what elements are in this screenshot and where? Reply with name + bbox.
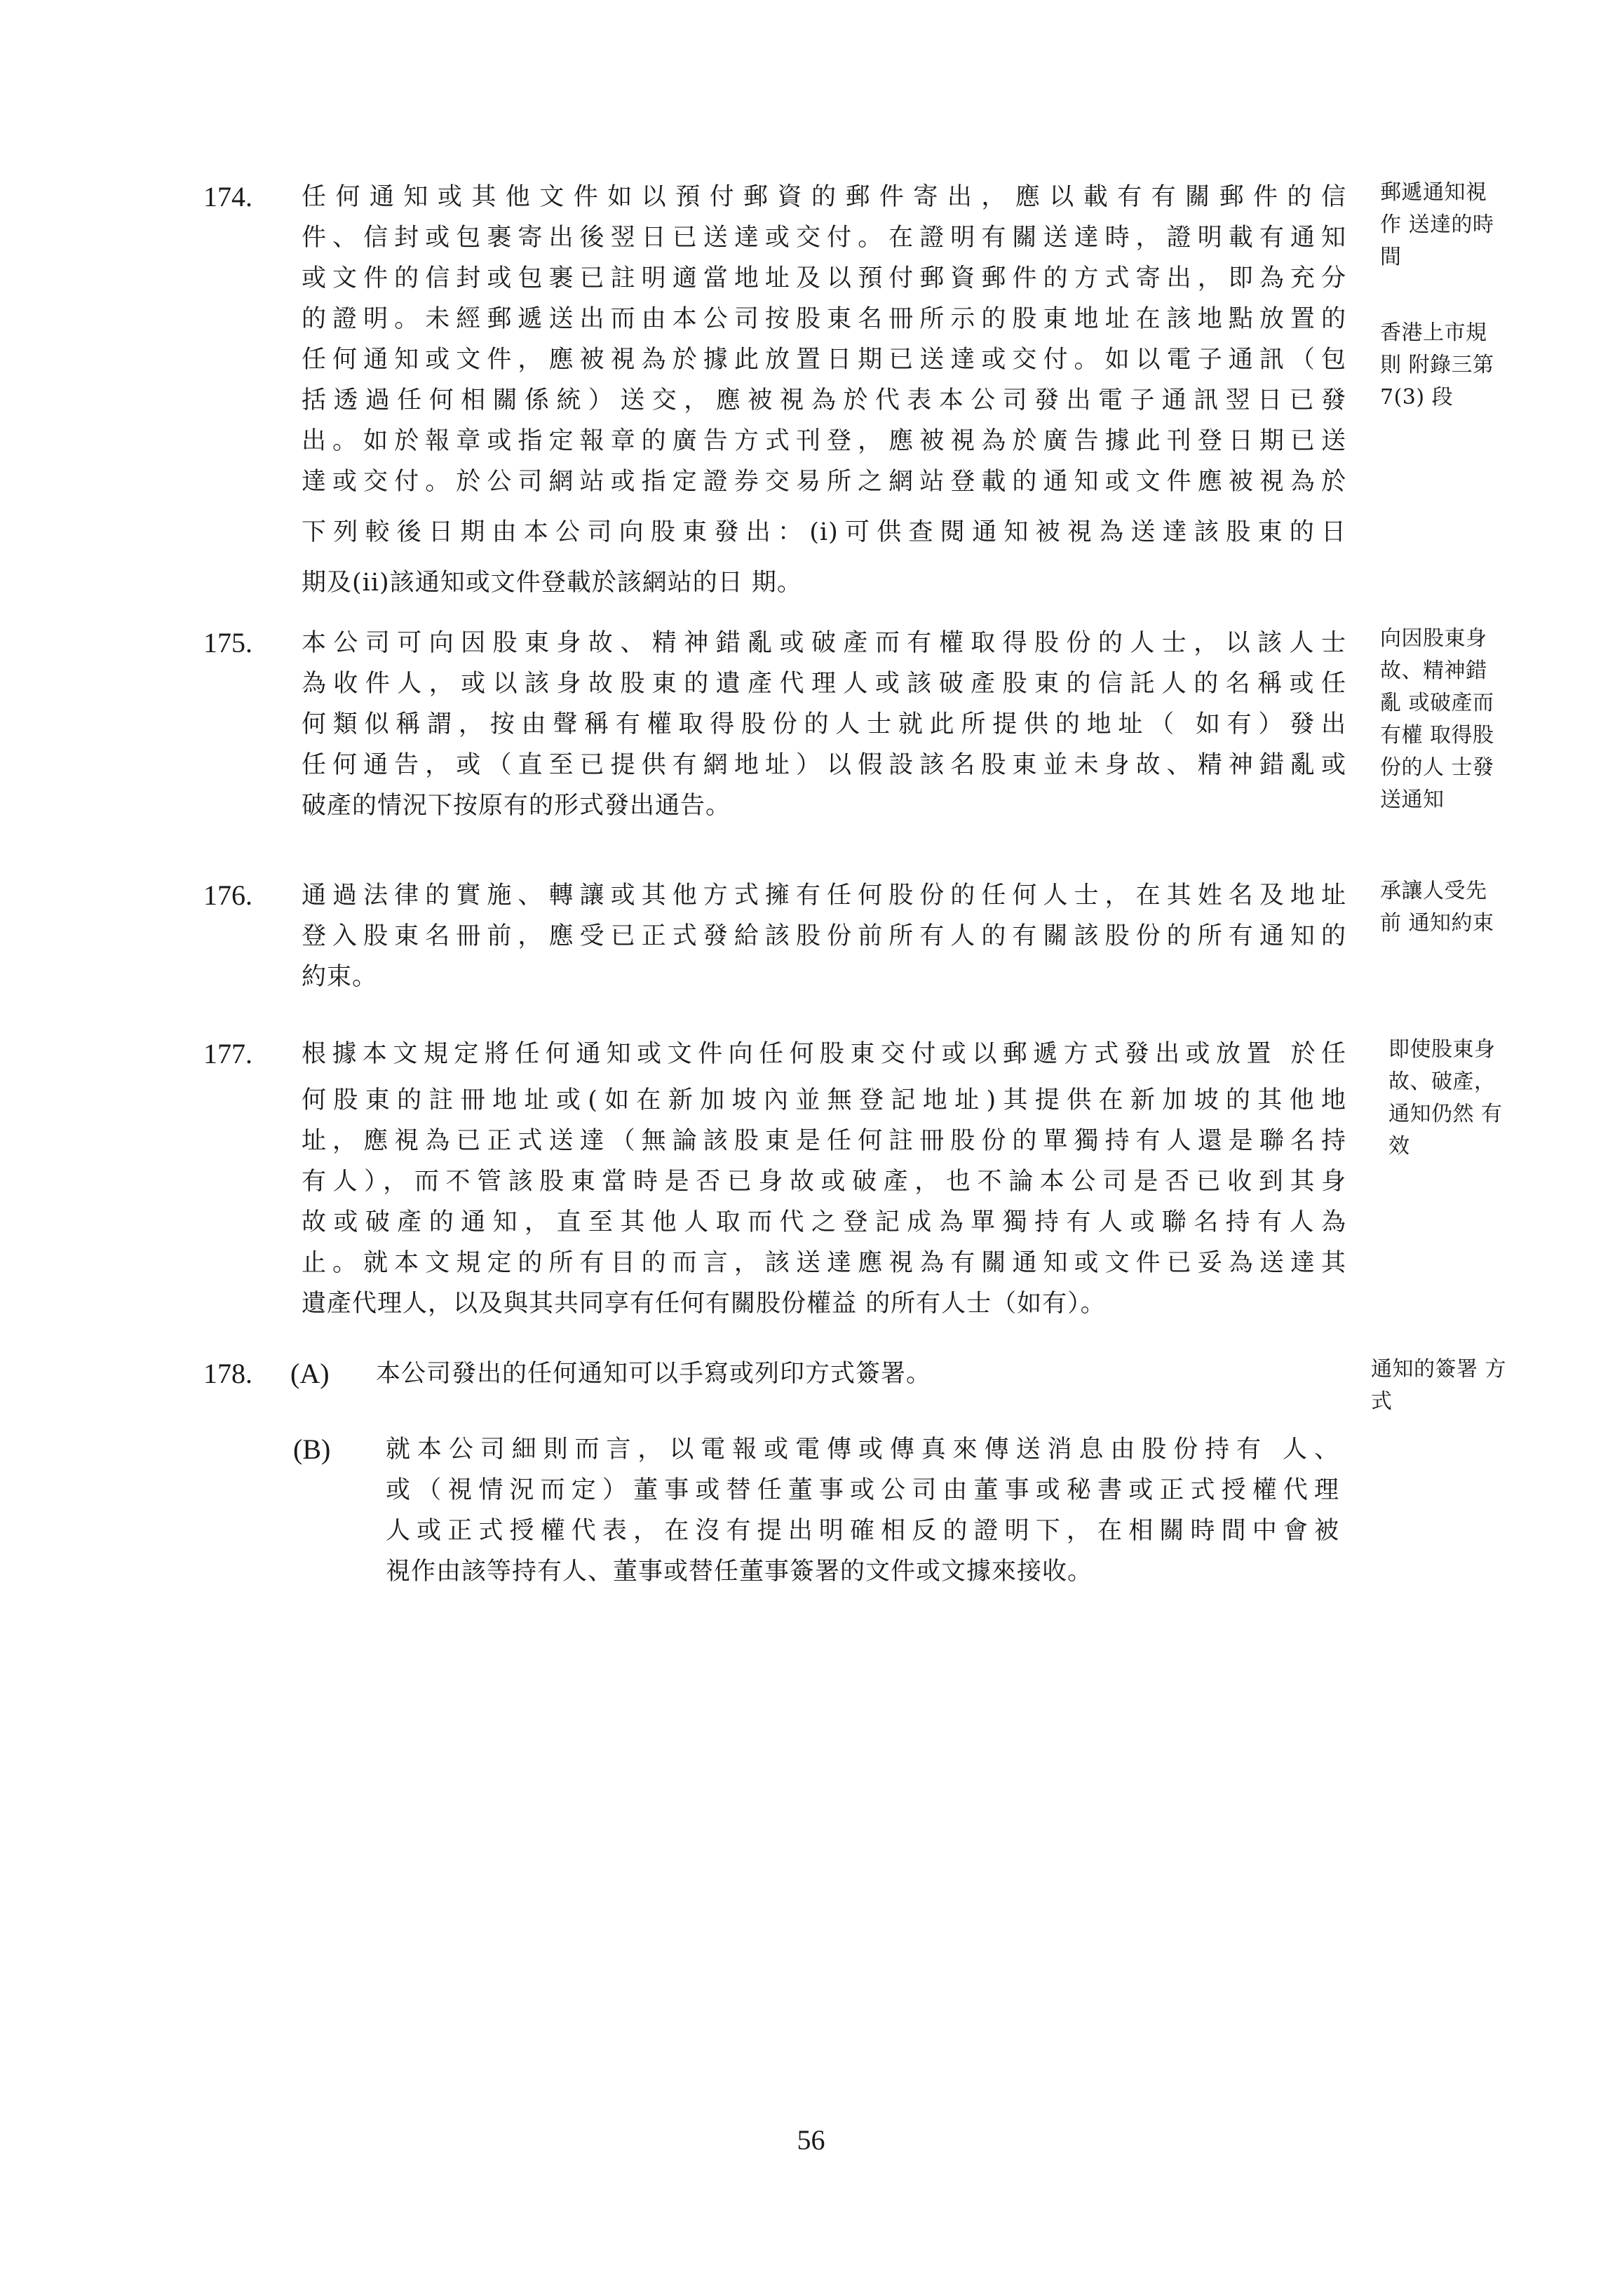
clause-line: 或（視情況而定）董事或替任董事或公司由董事或秘書或正式授權代理 bbox=[386, 1476, 1339, 1504]
clause-line: 的證明。未經郵遞送出而由本公司按股東名冊所示的股東地址在該地點放置的 bbox=[302, 305, 1346, 333]
clause-number: 174. bbox=[203, 181, 252, 212]
subclause-b-body bbox=[386, 1429, 1339, 1592]
margin-note-line: 郵遞通知視 bbox=[1380, 180, 1487, 205]
margin-note-line: 向因股東身 bbox=[1380, 626, 1487, 651]
clause-line: 根據本文規定將任何通知或文件向任何股東交付或以郵遞方式發出或放置 於任 bbox=[302, 1040, 1346, 1068]
clause-line: 止。就本文規定的所有目的而言，該送達應視為有關通知或文件已妥為送達其 bbox=[302, 1249, 1346, 1277]
margin-note-line: 有權 取得股 bbox=[1380, 723, 1494, 748]
clause-line: 達或交付。於公司網站或指定證券交易所之網站登載的通知或文件應被視為於 bbox=[302, 468, 1346, 496]
margin-note-line: 亂 或破產而 bbox=[1380, 691, 1494, 715]
clause-line: 任何通知或其他文件如以預付郵資的郵件寄出，應以載有有關郵件的信 bbox=[302, 183, 1346, 211]
margin-note-line: 故、精神錯 bbox=[1380, 659, 1487, 683]
margin-note-line: 送通知 bbox=[1380, 788, 1445, 812]
clause-line: 期及(ii)該通知或文件登載於該網站的日 期。 bbox=[302, 569, 802, 597]
margin-note bbox=[1388, 1034, 1550, 1163]
clause-body bbox=[302, 623, 1346, 826]
clause-line: 件、信封或包裹寄出後翌日已送達或交付。在證明有關送達時，證明載有通知 bbox=[302, 224, 1346, 252]
clause-line: 就本公司細則而言，以電報或電傳或傳真來傳送消息由股份持有 人、 bbox=[386, 1436, 1339, 1464]
page-number: 56 bbox=[797, 2124, 825, 2156]
subclause-a-body bbox=[376, 1353, 1330, 1394]
clause-line: 本公司發出的任何通知可以手寫或列印方式簽署。 bbox=[376, 1360, 932, 1388]
clause-body bbox=[302, 1034, 1346, 1324]
clause-line: 何類似稱謂，按由聲稱有權取得股份的人士就此所提供的地址（ 如有）發出 bbox=[302, 710, 1346, 738]
clause-line: 故或破產的通知，直至其他人取而代之登記成為單獨持有人或聯名持有人為 bbox=[302, 1208, 1346, 1236]
margin-note-line: 通知仍然 有 bbox=[1388, 1102, 1503, 1126]
margin-note-line: 作 送達的時 bbox=[1380, 212, 1494, 237]
clause-line: 視作由該等持有人、董事或替任董事簽署的文件或文據來接收。 bbox=[386, 1558, 1093, 1586]
clause-number: 178. bbox=[203, 1358, 252, 1389]
margin-note bbox=[1371, 1353, 1539, 1418]
margin-note-line: 前 通知約束 bbox=[1380, 911, 1494, 936]
clause-line: 通過法律的實施、轉讓或其他方式擁有任何股份的任何人士，在其姓名及地址 bbox=[302, 882, 1346, 910]
clause-number: 175. bbox=[203, 627, 252, 659]
clause-line: 有人），而不管該股東當時是否已身故或破產，也不論本公司是否已收到其身 bbox=[302, 1168, 1346, 1196]
clause-line: 破產的情況下按原有的形式發出通告。 bbox=[302, 792, 731, 820]
margin-note-line: 承讓人受先 bbox=[1380, 879, 1487, 903]
clause-line: 任何通知或文件，應被視為於據此放置日期已送達或交付。如以電子通訊（包 bbox=[302, 346, 1346, 374]
clause-body bbox=[302, 177, 1346, 603]
clause-line: 任何通告，或（直至已提供有網地址）以假設該名股東並未身故、精神錯亂或 bbox=[302, 751, 1346, 779]
clause-line: 本公司可向因股東身故、精神錯亂或破產而有權取得股份的人士，以該人士 bbox=[302, 629, 1346, 657]
clause-line: 遺產代理人，以及與其共同享有任何有關股份權益 的所有人士（如有）。 bbox=[302, 1290, 1106, 1318]
clause-line: 出。如於報章或指定報章的廣告方式刊登，應被視為於廣告據此刊登日期已送 bbox=[302, 427, 1346, 455]
margin-note-line: 間 bbox=[1380, 245, 1402, 269]
margin-note-line: 通知的簽署 方 bbox=[1371, 1357, 1507, 1382]
margin-note bbox=[1380, 623, 1541, 816]
clause-line: 為收件人，或以該身故股東的遺產代理人或該破產股東的信託人的名稱或任 bbox=[302, 670, 1346, 698]
clause-number: 176. bbox=[203, 879, 252, 911]
margin-note-line: 份的人 士發 bbox=[1380, 755, 1494, 780]
clause-line: 人或正式授權代表，在沒有提出明確相反的證明下，在相關時間中會被 bbox=[386, 1517, 1339, 1545]
margin-note-line: 7(3) 段 bbox=[1380, 385, 1454, 410]
clause-line: 址，應視為已正式送達（無論該股東是任何註冊股份的單獨持有人還是聯名持 bbox=[302, 1127, 1346, 1155]
clause-line: 登入股東名冊前，應受已正式發給該股份前所有人的有關該股份的所有通知的 bbox=[302, 922, 1346, 950]
clause-line: 括透過任何相關係統）送交，應被視為於代表本公司發出電子通訊翌日已發 bbox=[302, 386, 1346, 414]
margin-note bbox=[1380, 177, 1541, 414]
margin-note-line: 香港上市規 bbox=[1380, 320, 1487, 345]
clause-line: 約束。 bbox=[302, 963, 378, 991]
margin-note bbox=[1380, 875, 1541, 940]
clause-line: 何股東的註冊地址或(如在新加坡內並無登記地址)其提供在新加坡的其他地 bbox=[302, 1086, 1346, 1114]
margin-note-line: 則 附錄三第 bbox=[1380, 353, 1494, 377]
margin-note-line: 即使股東身 bbox=[1388, 1037, 1496, 1062]
margin-note-line: 效 bbox=[1388, 1134, 1410, 1159]
subclause-label-a: (A) bbox=[290, 1358, 330, 1389]
clause-number: 177. bbox=[203, 1038, 252, 1069]
margin-note-line: 式 bbox=[1371, 1389, 1393, 1414]
subclause-label-b: (B) bbox=[293, 1433, 331, 1465]
clause-body bbox=[302, 875, 1346, 997]
margin-note-line: 故、破產， bbox=[1388, 1069, 1496, 1094]
clause-line: 或文件的信封或包裹已註明適當地址及以預付郵資郵件的方式寄出，即為充分 bbox=[302, 264, 1346, 292]
clause-line: 下列較後日期由本公司向股東發出：(i)可供查閱通知被視為送達該股東的日 bbox=[302, 518, 1346, 546]
